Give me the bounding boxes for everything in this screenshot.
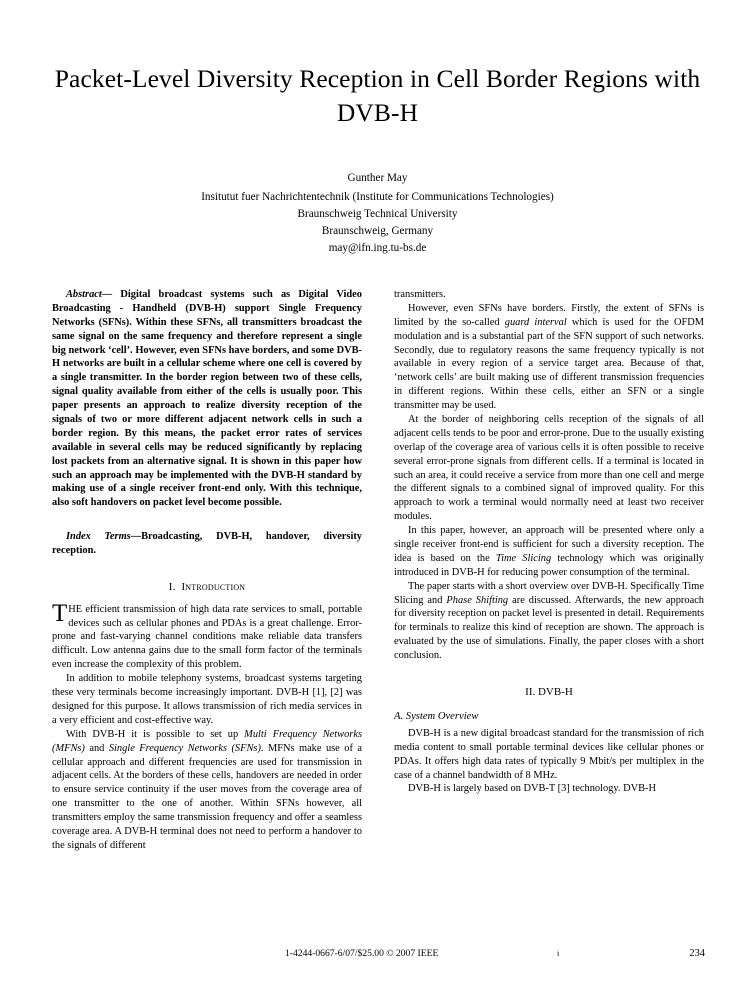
right-paragraph-1 — [394, 302, 704, 413]
right-paragraph-4 — [394, 580, 704, 663]
author-location: Braunschweig, Germany — [321, 224, 434, 237]
author-university: Braunschweig Technical University — [297, 207, 458, 220]
intro-paragraph-1 — [52, 599, 362, 672]
intro-paragraph-1-text: efficient transmission of high data rate services to small, portable devices such as cellular phones and PDAs is a great challenge. Error-prone and fast-varying channel conditions make reliable data transfers difficult. Low antenna gains due to the small form factor of the terminals even increase the complexity of this problem. — [52, 603, 362, 671]
r3-part-a: In this paper, however, an approach will be presented where only a single receiver front-end is sufficient for such a diversity reception. The idea is based on the — [394, 525, 704, 564]
r1-part-a: However, even SFNs have borders. Firstly, the extent of SFNs is limited by the so-called — [394, 302, 704, 328]
right-paragraph-6: DVB-H is largely based on DVB-T [3] technology. DVB-H — [408, 783, 656, 795]
footer-mark: i — [557, 949, 560, 958]
r1-italic-guard-interval: guard interval — [504, 316, 567, 328]
intro-paragraph-3 — [52, 728, 362, 853]
index-terms-text: —Broadcasting, DVB-H, handover, diversity reception. — [52, 531, 362, 557]
author-block — [50, 129, 705, 256]
right-paragraph-3 — [394, 524, 704, 580]
page-title: Packet-Level Diversity Reception in Cell Border Regions with DVB-H — [54, 64, 701, 127]
intro-smallcaps: HE — [68, 603, 83, 615]
right-paragraph-2: At the border of neighboring cells reception of the signals of all adjacent cells tends to be poor and error-prone. Due to the usually existing overlap of the coverage area of various cells it is often possible to receive several error-prone signals from different cells. If a terminal is located in such an area, it could receive a service from more than one cell and merge the different signals to a combined signal of improved quality. For this approach to work a terminal would normally need at least two receiver modules. — [394, 414, 704, 523]
section-heading-dvbh: II. DVB-H — [525, 686, 573, 699]
r4-italic-phase-shifting: Phase Shifting — [446, 594, 509, 606]
author-institute: Insitutut fuer Nachrichtentechnik (Institute for Communications Technologies) — [201, 191, 554, 204]
p3-part-b: and — [84, 742, 109, 754]
abstract-paragraph — [52, 288, 362, 510]
section-heading-introduction — [52, 580, 362, 595]
title-block — [50, 0, 705, 129]
section-title: Introduction — [181, 581, 246, 594]
p3-part-c: . MFNs make use of a cellular approach and different frequencies are used for transmission in adjacent cells. At the borders of these cells, handovers are needed in order to ensure service continuity if the user moves from the coverage area of one transmitter to the one of another. Within SFNs however, all transmitters employ the same transmission frequency and offer a seamless coverage area. A DVB-H terminal does not need to perform a handover to the signals of different — [52, 742, 362, 851]
section-number: I. — [168, 581, 176, 594]
right-column — [394, 288, 704, 853]
page-footer — [52, 948, 705, 968]
p3-italic-sfn: Single Frequency Networks (SFNs) — [108, 742, 261, 754]
r1-part-b: which is used for the OFDM modulation and is a substantial part of the SFN support of such networks. Secondly, due to regulatory reasons the same frequency typically is not available in every region of a service target area. Because of that, ‘network cells’ are built making use of different transmission frequencies in different regions. Within these cells, either an SFN or a single transmitter may be used. — [394, 316, 705, 412]
intro-paragraph-2: In addition to mobile telephony systems, broadcast systems targeting these very terminals become increasingly important. DVB-H [1], [2] was designed for this purpose. It allows transmission of rich media services in a very efficient and cost-effective way. — [52, 673, 362, 726]
abstract-label: Abstract— — [66, 289, 113, 300]
author-name: Gunther May — [347, 172, 408, 185]
index-terms-paragraph — [52, 530, 362, 558]
right-continuation-line: transmitters. — [394, 289, 446, 300]
drop-cap-letter: T — [52, 599, 68, 627]
body-columns — [52, 288, 705, 853]
right-paragraph-5: DVB-H is a new digital broadcast standard for the transmission of rich media content to small portable terminal devices like cellular phones or PDAs. It offers high data rates of typically 9 Mbit/s per multiplex in the case of a channel bandwidth of 8 MHz. — [394, 727, 704, 781]
footer-copyright: 1-4244-0667-6/07/$25.00 © 2007 IEEE — [285, 948, 439, 959]
index-terms-label: Index Terms — [66, 531, 131, 543]
p3-italic-mfn: Multi Frequency Networks (MFNs) — [52, 728, 363, 754]
r3-italic-time-slicing: Time Slicing — [495, 552, 552, 564]
abstract-text: Digital broadcast systems such as Digital Video Broadcasting - Handheld (DVB-H) support Single Frequency Networks (SFNs). Within these SFNs, all transmitters broadcast the same signal on the same frequency and therefore represent a single big network ‘cell’. However, even SFNs have borders, and some DVB-H networks are built in a cellular scheme where one cell is covered by a single transmitter. In the border region between two of these cells, signal quality available from either of the cells is usually poor. This paper presents an approach to realize diversity reception of the signals of two or more different adjacent network cells in such a border region. By this means, the packet error rates of services available in several cells may be reduced significantly by replacing lost packets from an alternative signal. It is shown in this paper how such an approach may be implemented with the DVB-H standard by making use of a single receiver front-end only. With this technique, also soft handovers on packet level become possible. — [52, 289, 362, 509]
left-column — [52, 288, 362, 853]
p3-part-a: With DVB-H it is possible to set up — [66, 728, 245, 740]
r4-part-a: The paper starts with a short overview over DVB-H. Specifically Time Slicing and — [394, 580, 704, 606]
r4-part-b: are discussed. Afterwards, the new approach for diversity reception on packet level is presented in detail. Requirements for terminals to realize this kind of reception are shown. The approach is evaluated by the use of simulations. Finally, the paper closes with a short conclusion. — [394, 594, 705, 662]
r3-part-b: technology which was originally introduced in DVB-H for reducing power consumption of the terminal. — [394, 552, 704, 578]
footer-page-number: 234 — [689, 948, 705, 959]
subsection-heading-system-overview: A. System Overview — [394, 710, 479, 722]
author-email: may@ifn.ing.tu-bs.de — [328, 241, 427, 254]
